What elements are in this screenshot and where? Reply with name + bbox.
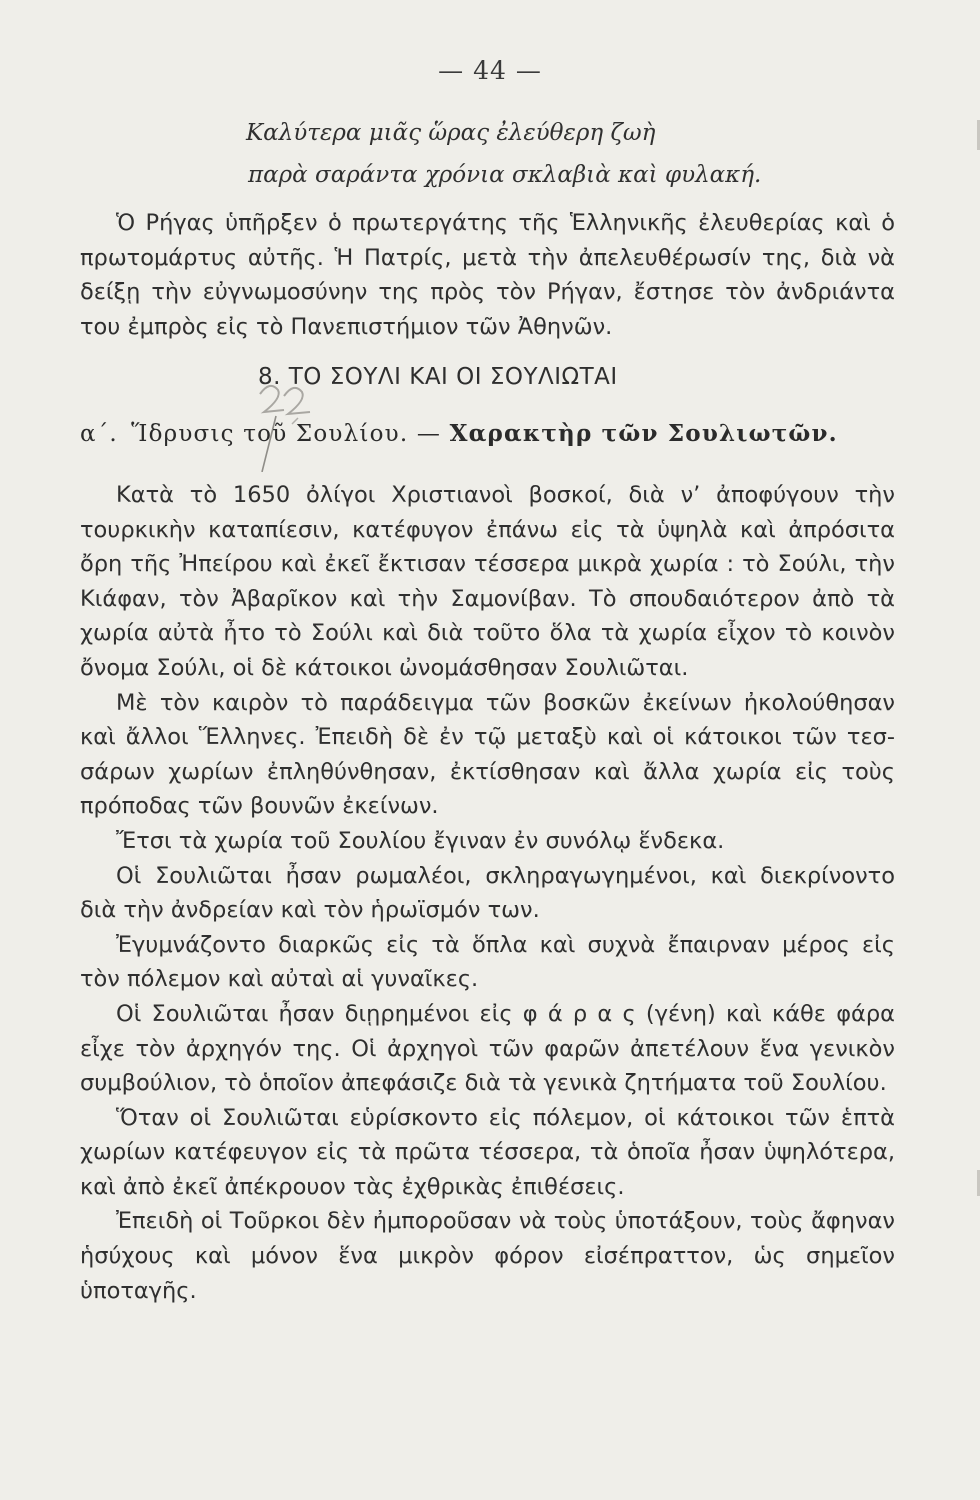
subsection-title-bold: Χαρακτὴρ τῶν Σουλιωτῶν. <box>449 420 838 447</box>
subsection-dash: — <box>408 421 450 447</box>
body-paragraph: Ἐπειδὴ οἱ Τοῦρκοι δὲν ἠμποροῦσαν νὰ τοὺς ὑποτάξουν, τοὺς ἄφηναν ἡσύχους καὶ μόνον ἕνα μικρὸν φόρον εἰσέπραττον, ὡς σημεῖον ὑποταγῆς. <box>80 1208 895 1304</box>
epigraph-line-2: παρὰ σαράντα χρόνια σκλαβιὰ καὶ φυλακή. <box>248 162 762 188</box>
body-paragraph: Μὲ τὸν καιρὸν τὸ παράδειγμα τῶν βοσκῶν ἐκείνων ἠκολούθησαν καὶ ἄλλοι Ἕλληνες. Ἐπειδὴ δὲ ἐν τῷ μεταξὺ καὶ οἱ κάτοικοι τῶν τεσσάρων χωρίων ἐπληθύνθησαν, ἐκτίσθησαν καὶ ἄλλα χωρία εἰς τοὺς πρόποδας τῶν βουνῶν ἐκείνων. <box>80 689 895 820</box>
subsection-heading <box>80 420 838 447</box>
body-paragraph: Κατὰ τὸ 1650 ὀλίγοι Χριστιανοὶ βοσκοί, διὰ ν’ ἀποφύγουν τὴν τουρκικὴν καταπίεσιν, κατέφυγον ἐπάνω εἰς τὰ ὑψηλὰ καὶ ἀπρόσιτα ὄρη τῆς Ἠπείρου καὶ ἐκεῖ ἔκτισαν τέσσερα μικρὰ χωρία : τὸ Σούλι, τὴν Κιάφαν, τὸν Ἀβαρῖκον καὶ τὴν Σαμονίβαν. Τὸ σπουδαιότερον ἀπὸ τὰ χωρία αὐτὰ ἦτο τὸ Σούλι καὶ διὰ τοῦτο ὅλα τὰ χωρία εἶχον τὸ κοινὸν ὄνομα Σούλι, οἱ δὲ κάτοικοι ὠνομάσθησαν Σουλιῶται. <box>80 482 895 681</box>
body-paragraph: Οἱ Σουλιῶται ἦσαν διῃρημένοι εἰς φ ά ρ α ς (γένη) καὶ κάθε φάρα εἶχε τὸν ἀρχηγόν της. Οἱ ἀρχηγοὶ τῶν φαρῶν ἀπετέλουν ἕνα γενικὸν συμβούλιον, τὸ ὁποῖον ἀπεφάσιζε διὰ τὰ γενικὰ ζητήματα τοῦ Σουλίου. <box>80 1000 895 1097</box>
section-heading: 8. ΤΟ ΣΟΥΛΙ ΚΑΙ ΟΙ ΣΟΥΛΙΩΤΑΙ <box>258 364 618 390</box>
body-paragraph: Ὅταν οἱ Σουλιῶται εὑρίσκοντο εἰς πόλεμον, οἱ κάτοικοι τῶν ἑπτὰ χωρίων κατέφευγον εἰς τὰ πρῶτα τέσσερα, τὰ ὁποῖα ἦσαν ὑψηλότερα, καὶ ἀπὸ ἐκεῖ ἀπέκρουον τὰς ἐχθρικὰς ἐπιθέσεις. <box>80 1104 895 1200</box>
subsection-number: α΄. <box>80 421 118 447</box>
page-number: — 44 — <box>438 56 542 85</box>
body-paragraph: Οἱ Σουλιῶται ἦσαν ρωμαλέοι, σκληραγωγημένοι, καὶ διεκρίνοντο διὰ τὴν ἀνδρείαν καὶ τὸν ἡρωϊσμόν των. <box>80 862 895 924</box>
subsection-title: Ἵδρυσις τοῦ Σουλίου. <box>131 421 409 447</box>
body-paragraph: Ἐγυμνάζοντο διαρκῶς εἰς τὰ ὅπλα καὶ συχνὰ ἔπαιρναν μέρος εἰς τὸν πόλεμον καὶ αὐταὶ αἱ γυναῖκες. <box>80 931 895 993</box>
epigraph-line-1: Καλύτερα μιᾶς ὥρας ἐλεύθερη ζωὴ <box>246 120 656 146</box>
epigraph <box>246 112 761 196</box>
intro-paragraph: Ὁ Ρήγας ὑπῆρξεν ὁ πρωτεργάτης τῆς Ἑλληνικῆς ἐλευθερίας καὶ ὁ πρωτομάρτυς αὐτῆς. Ἡ Πατρίς, μετὰ τὴν ἀπελευθέρωσίν της, διὰ νὰ δείξῃ τὴν εὐγνωμοσύνην της πρὸς τὸν Ρήγαν, ἔστησε τὸν ἀνδριάντα του ἐμπρὸς εἰς τὸ Πανεπιστήμιον τῶν Ἀθηνῶν. <box>80 210 895 340</box>
intro-text <box>80 206 895 344</box>
body-paragraph: Ἔτσι τὰ χωρία τοῦ Σουλίου ἔγιναν ἐν συνόλῳ ἕνδεκα. <box>116 827 725 854</box>
body-text <box>80 478 895 1308</box>
